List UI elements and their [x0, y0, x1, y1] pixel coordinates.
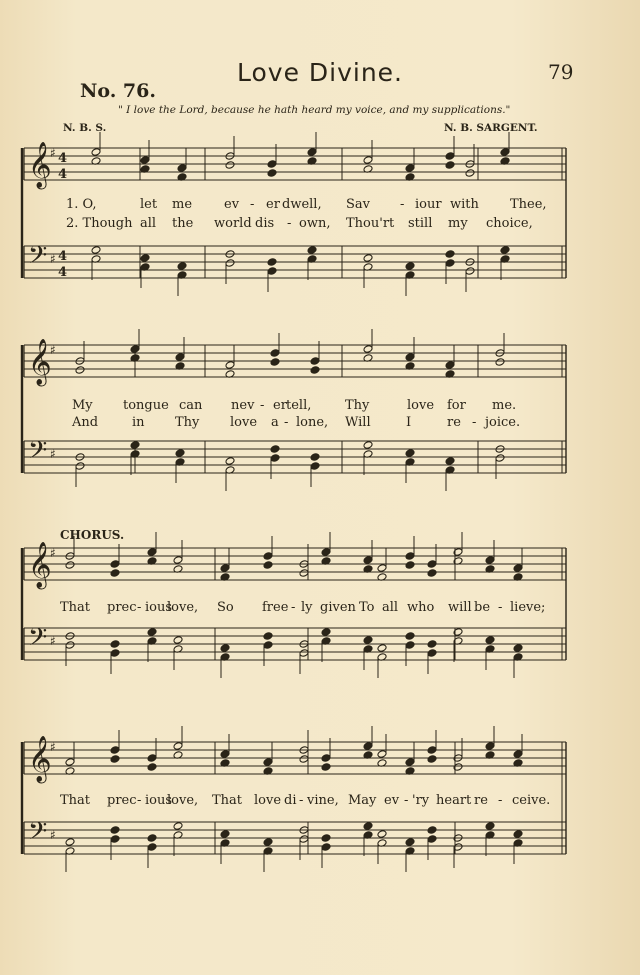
note-head: [445, 250, 455, 259]
treble-clef: 𝄞: [28, 542, 52, 588]
treble-clef: 𝄞: [28, 142, 52, 188]
lyric-syllable: lieve;: [510, 600, 546, 615]
composer-credit: N. B. SARGENT.: [444, 122, 538, 134]
lyric-syllable: iour: [415, 197, 442, 212]
lyric-syllable: who: [407, 600, 435, 615]
lyric-syllable: joice.: [485, 415, 521, 430]
time-signature-top: 4: [58, 151, 68, 166]
lyric-syllable: still: [408, 216, 433, 231]
note-head: [267, 160, 277, 169]
note-head: [270, 445, 280, 454]
lyric-syllable: the: [172, 216, 194, 231]
lyric-syllable: me: [172, 197, 193, 212]
note-head: [307, 148, 317, 157]
lyric-syllable: vine,: [307, 793, 339, 808]
note-head: [465, 169, 475, 178]
note-head: [175, 353, 185, 362]
note-head: [299, 755, 309, 764]
lyric-syllable: given: [320, 600, 356, 615]
note-head: [363, 742, 373, 751]
note-head: [405, 632, 415, 641]
note-head: [445, 161, 455, 170]
hymn-title: Love Divine.: [236, 58, 404, 87]
note-head: [427, 835, 437, 844]
note-head: [110, 755, 120, 764]
note-head: [405, 552, 415, 561]
note-head: [225, 457, 235, 466]
note-head: [110, 746, 120, 755]
note-head: [321, 763, 331, 772]
note-head: [267, 169, 277, 178]
lyric-syllable: -: [284, 415, 289, 430]
sharp-key-signature: ♯: [50, 634, 56, 648]
lyric-syllable: ious: [145, 600, 173, 615]
note-head: [405, 561, 415, 570]
note-head: [110, 835, 120, 844]
note-head: [270, 349, 280, 358]
note-head: [427, 746, 437, 755]
lyric-syllable: -: [498, 793, 503, 808]
note-head: [177, 262, 187, 271]
lyric-syllable: -: [291, 600, 296, 615]
lyric-syllable: in: [132, 415, 145, 430]
lyric-syllable: -: [299, 793, 304, 808]
note-head: [310, 357, 320, 366]
note-head: [445, 152, 455, 161]
treble-clef: 𝄞: [28, 339, 52, 385]
note-head: [65, 838, 75, 847]
lyric-syllable: That: [212, 793, 243, 808]
note-head: [225, 161, 235, 170]
lyric-syllable: Thee,: [510, 197, 547, 212]
note-head: [465, 267, 475, 276]
note-head: [75, 462, 85, 471]
note-head: [377, 644, 387, 653]
sharp-key-signature: ♯: [50, 343, 56, 357]
note-head: [363, 254, 373, 263]
lyric-syllable: ev: [384, 793, 400, 808]
lyric-syllable: heart: [436, 793, 472, 808]
lyric-syllable: can: [179, 398, 203, 413]
note-head: [267, 258, 277, 267]
note-head: [405, 838, 415, 847]
lyric-syllable: let: [140, 197, 158, 212]
lyric-syllable: 'ry: [412, 793, 430, 808]
note-head: [65, 641, 75, 650]
lyric-syllable: -: [472, 415, 477, 430]
lyric-syllable: er: [273, 398, 287, 413]
sharp-key-signature: ♯: [50, 146, 56, 160]
note-head: [363, 636, 373, 645]
note-head: [173, 822, 183, 831]
note-head: [75, 366, 85, 375]
lyric-syllable: world: [214, 216, 252, 231]
note-head: [321, 754, 331, 763]
time-signature-top: 4: [58, 249, 68, 264]
lyric-syllable: Sav: [346, 197, 371, 212]
note-head: [405, 758, 415, 767]
note-head: [321, 628, 331, 637]
lyric-syllable: -: [287, 216, 292, 231]
lyric-syllable: -: [404, 793, 409, 808]
note-head: [485, 742, 495, 751]
note-head: [147, 548, 157, 557]
note-head: [147, 834, 157, 843]
note-head: [270, 454, 280, 463]
note-head: [91, 246, 101, 255]
note-head: [173, 742, 183, 751]
lyric-syllable: Thou'rt: [346, 216, 395, 231]
note-head: [220, 564, 230, 573]
page-number: 79: [548, 60, 574, 84]
lyric-syllable: re: [474, 793, 488, 808]
note-head: [263, 561, 273, 570]
note-head: [485, 556, 495, 565]
note-head: [310, 462, 320, 471]
lyric-syllable: will: [448, 600, 472, 615]
lyric-syllable: Thy: [175, 415, 200, 430]
note-head: [377, 830, 387, 839]
note-head: [310, 453, 320, 462]
note-head: [267, 267, 277, 276]
sharp-key-signature: ♯: [50, 740, 56, 754]
lyric-syllable: me.: [492, 398, 517, 413]
lyric-syllable: ev: [224, 197, 240, 212]
note-head: [427, 826, 437, 835]
note-head: [147, 843, 157, 852]
note-head: [177, 164, 187, 173]
note-head: [299, 569, 309, 578]
lyric-syllable: 1. O,: [66, 197, 97, 212]
bass-clef: 𝄢: [28, 436, 48, 471]
note-head: [363, 556, 373, 565]
note-head: [147, 754, 157, 763]
sharp-key-signature: ♯: [50, 828, 56, 842]
note-head: [299, 649, 309, 658]
note-head: [310, 366, 320, 375]
lyric-syllable: love: [254, 793, 282, 808]
note-head: [321, 548, 331, 557]
lyric-syllable: for: [447, 398, 466, 413]
note-head: [299, 835, 309, 844]
chorus-label: CHORUS.: [60, 528, 125, 542]
lyric-syllable: ly: [301, 600, 313, 615]
note-head: [307, 246, 317, 255]
note-head: [495, 454, 505, 463]
lyric-syllable: dis: [255, 216, 275, 231]
bass-clef: 𝄢: [28, 241, 48, 276]
lyric-syllable: love,: [167, 793, 199, 808]
note-head: [445, 361, 455, 370]
lyric-syllable: To: [359, 600, 375, 615]
note-head: [405, 262, 415, 271]
scripture-epigraph: " I love the Lord, because he hath heard my voice, and my supplications.": [118, 104, 511, 116]
lyric-syllable: own,: [299, 216, 331, 231]
note-head: [225, 361, 235, 370]
note-head: [377, 564, 387, 573]
lyric-syllable: free: [262, 600, 289, 615]
note-head: [263, 641, 273, 650]
note-head: [485, 822, 495, 831]
lyric-syllable: That: [60, 600, 91, 615]
note-head: [91, 148, 101, 157]
note-head: [513, 644, 523, 653]
lyric-syllable: tongue: [123, 398, 169, 413]
lyric-syllable: And: [72, 415, 99, 430]
note-head: [427, 649, 437, 658]
lyric-syllable: prec: [107, 793, 137, 808]
note-head: [513, 564, 523, 573]
note-head: [220, 750, 230, 759]
note-head: [220, 644, 230, 653]
note-head: [220, 830, 230, 839]
note-head: [500, 246, 510, 255]
bass-clef: 𝄢: [28, 623, 48, 658]
lyric-syllable: May: [348, 793, 377, 808]
lyric-syllable: dwell,: [282, 197, 322, 212]
lyric-syllable: lone,: [296, 415, 329, 430]
lyric-syllable: di: [284, 793, 297, 808]
note-head: [500, 148, 510, 157]
time-signature-bottom: 4: [58, 265, 68, 280]
lyric-syllable: My: [72, 398, 93, 413]
treble-clef: 𝄞: [28, 736, 52, 782]
lyric-syllable: prec: [107, 600, 137, 615]
lyric-syllable: er: [266, 197, 280, 212]
lyric-syllable: be: [474, 600, 491, 615]
note-head: [140, 156, 150, 165]
time-signature-bottom: 4: [58, 167, 68, 182]
note-head: [427, 755, 437, 764]
lyric-syllable: 2. Though: [66, 216, 133, 231]
note-head: [147, 628, 157, 637]
lyric-syllable: nev: [231, 398, 255, 413]
lyric-syllable: all: [140, 216, 157, 231]
note-head: [321, 843, 331, 852]
lyric-syllable: choice,: [486, 216, 533, 231]
lyric-syllable: tell,: [286, 398, 312, 413]
note-head: [513, 830, 523, 839]
note-head: [130, 441, 140, 450]
note-head: [140, 254, 150, 263]
note-head: [110, 560, 120, 569]
note-head: [445, 457, 455, 466]
note-head: [263, 838, 273, 847]
lyric-syllable: love: [230, 415, 258, 430]
note-head: [321, 834, 331, 843]
note-head: [173, 636, 183, 645]
lyric-syllable: -: [400, 197, 405, 212]
lyric-syllable: ious: [145, 793, 173, 808]
note-head: [485, 636, 495, 645]
lyric-syllable: That: [60, 793, 91, 808]
sharp-key-signature: ♯: [50, 546, 56, 560]
lyric-syllable: So: [217, 600, 234, 615]
lyric-syllable: -: [137, 600, 142, 615]
note-head: [427, 560, 437, 569]
note-head: [175, 449, 185, 458]
lyric-syllable: -: [260, 398, 265, 413]
lyric-syllable: with: [450, 197, 479, 212]
bass-clef: 𝄢: [28, 817, 48, 852]
note-head: [363, 345, 373, 354]
sharp-key-signature: ♯: [50, 447, 56, 461]
note-head: [263, 758, 273, 767]
note-head: [495, 358, 505, 367]
lyric-syllable: Will: [345, 415, 371, 430]
lyric-syllable: I: [406, 415, 412, 430]
lyric-syllable: a: [271, 415, 279, 430]
note-head: [377, 750, 387, 759]
lyric-syllable: ceive.: [512, 793, 551, 808]
note-head: [405, 449, 415, 458]
note-head: [65, 561, 75, 570]
note-head: [147, 763, 157, 772]
lyric-syllable: all: [382, 600, 399, 615]
note-head: [225, 259, 235, 268]
lyric-syllable: love,: [167, 600, 199, 615]
note-head: [513, 750, 523, 759]
note-head: [363, 156, 373, 165]
note-head: [110, 649, 120, 658]
note-head: [110, 640, 120, 649]
note-head: [110, 826, 120, 835]
lyricist-credit: N. B. S.: [63, 122, 107, 134]
sharp-key-signature: ♯: [50, 252, 56, 266]
note-head: [173, 556, 183, 565]
lyric-syllable: -: [137, 793, 142, 808]
note-head: [405, 641, 415, 650]
note-head: [405, 353, 415, 362]
note-head: [263, 632, 273, 641]
note-head: [270, 358, 280, 367]
note-head: [427, 569, 437, 578]
lyric-syllable: my: [448, 216, 468, 231]
note-head: [363, 822, 373, 831]
hymn-number: No. 76.: [80, 80, 156, 102]
lyric-syllable: -: [498, 600, 503, 615]
note-head: [65, 758, 75, 767]
note-head: [427, 640, 437, 649]
note-head: [445, 259, 455, 268]
note-head: [363, 441, 373, 450]
note-head: [405, 164, 415, 173]
lyric-syllable: -: [250, 197, 255, 212]
lyric-syllable: love: [407, 398, 435, 413]
lyric-syllable: Thy: [345, 398, 370, 413]
lyric-syllable: re: [447, 415, 461, 430]
note-head: [263, 552, 273, 561]
note-head: [110, 569, 120, 578]
note-head: [130, 345, 140, 354]
